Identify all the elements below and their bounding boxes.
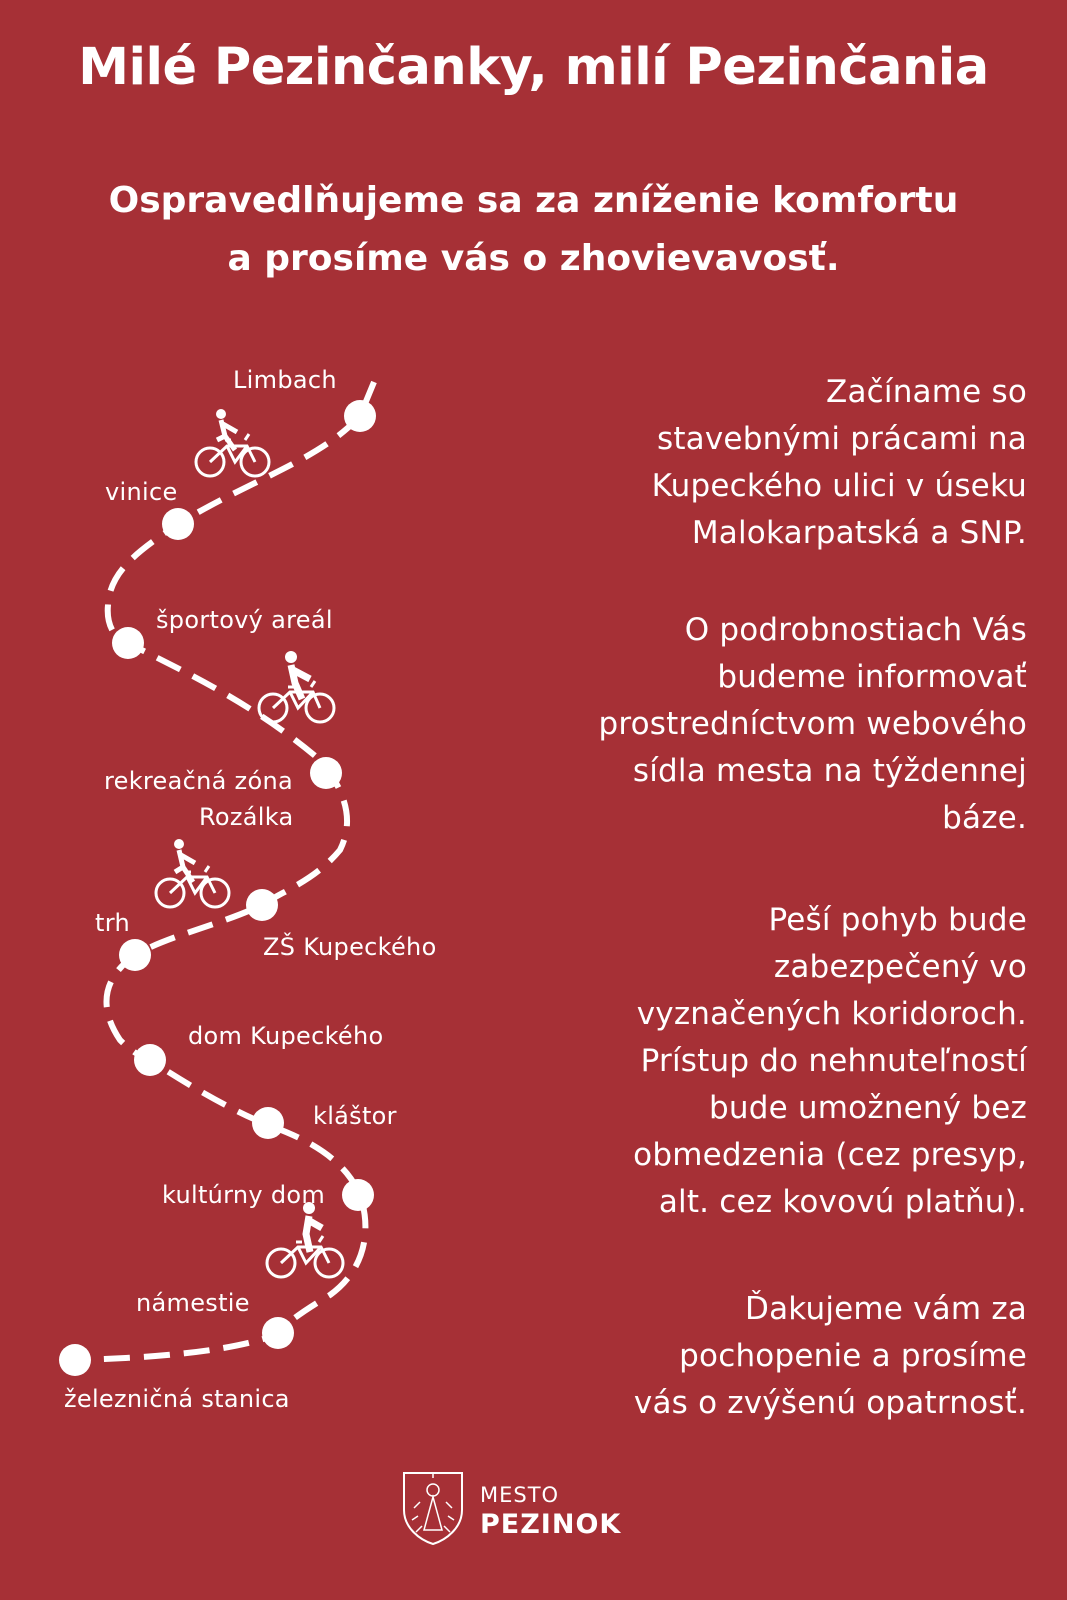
logo-line-pezinok: PEZINOK xyxy=(480,1509,622,1540)
info-line: báze. xyxy=(942,800,1027,836)
subtitle-line-2: a prosíme vás o zhovievavosť. xyxy=(227,238,840,279)
stop-label-zeleznicna-stanica: železničná stanica xyxy=(64,1385,290,1413)
info-line: Ďakujeme vám za xyxy=(745,1291,1027,1327)
page-title: Milé Pezinčanky, milí Pezinčania xyxy=(78,38,989,97)
stop-dot-klastor xyxy=(252,1107,284,1139)
info-line: vás o zvýšenú opatrnosť. xyxy=(633,1385,1027,1421)
city-coat-of-arms-icon xyxy=(400,1470,466,1546)
info-line: alt. cez kovovú platňu). xyxy=(658,1184,1027,1220)
cyclist-man-icon xyxy=(259,651,334,722)
cyclist-man-icon xyxy=(267,1202,343,1277)
stop-dot-vinice xyxy=(162,508,194,540)
logo-line-mesto: MESTO xyxy=(480,1483,560,1507)
stop-dot-dom-kupeckeho xyxy=(134,1044,166,1076)
info-line: vyznačených koridoroch. xyxy=(636,996,1027,1032)
stop-dot-trh xyxy=(119,939,151,971)
info-paragraph-pedestrians xyxy=(467,897,1027,1226)
stop-label-trh: trh xyxy=(95,909,130,937)
info-line: Peší pohyb bude xyxy=(768,902,1027,938)
info-line: pochopenie a prosíme xyxy=(679,1338,1027,1374)
info-line: bude umožnený bez xyxy=(708,1090,1027,1126)
stop-label-namestie: námestie xyxy=(136,1289,250,1317)
info-line: Prístup do nehnuteľností xyxy=(640,1043,1027,1079)
stop-dot-kulturny-dom xyxy=(342,1179,374,1211)
info-line: Kupeckého ulici v úseku xyxy=(651,468,1027,504)
stop-label-sportovy-areal: športový areál xyxy=(156,606,333,634)
stop-label-klastor: kláštor xyxy=(313,1102,397,1130)
info-line: prostredníctvom webového xyxy=(598,706,1027,742)
stop-dot-rekreacna-zona xyxy=(310,757,342,789)
stop-label-limbach: Limbach xyxy=(233,366,337,394)
stop-label-vinice: vinice xyxy=(105,478,178,506)
stop-label-rozalka: Rozálka xyxy=(199,803,294,831)
info-line: zabezpečený vo xyxy=(773,949,1027,985)
info-line: O podrobnostiach Vás xyxy=(684,612,1027,648)
logo-text xyxy=(480,1480,621,1540)
stop-dot-sportovy-areal xyxy=(112,627,144,659)
subtitle-line-1: Ospravedlňujeme sa za zníženie komfortu xyxy=(108,180,959,221)
stop-dot-limbach xyxy=(344,400,376,432)
stop-label-kulturny-dom: kultúrny dom xyxy=(162,1181,326,1209)
stop-dot-zs-kupeckeho xyxy=(246,889,278,921)
stop-label-rekreacna-zona: rekreačná zóna xyxy=(104,767,293,795)
info-paragraph-details xyxy=(467,607,1027,842)
info-line: Malokarpatská a SNP. xyxy=(691,515,1027,551)
cyclist-woman-icon xyxy=(196,409,269,476)
stop-label-dom-kupeckeho: dom Kupeckého xyxy=(188,1022,384,1050)
route-path xyxy=(75,382,374,1360)
info-line: budeme informovať xyxy=(717,659,1027,695)
info-line: stavebnými prácami na xyxy=(656,421,1027,457)
stop-dot-zeleznicna-stanica xyxy=(59,1344,91,1376)
info-line: sídla mesta na týždennej xyxy=(632,753,1027,789)
stop-label-zs-kupeckeho: ZŠ Kupeckého xyxy=(263,933,437,961)
info-line: obmedzenia (cez presyp, xyxy=(633,1137,1027,1173)
info-line: Začíname so xyxy=(826,374,1027,410)
info-paragraph-thanks xyxy=(467,1286,1027,1427)
stop-dot-namestie xyxy=(262,1317,294,1349)
cyclist-woman-icon xyxy=(156,839,229,907)
info-paragraph-start xyxy=(467,369,1027,557)
